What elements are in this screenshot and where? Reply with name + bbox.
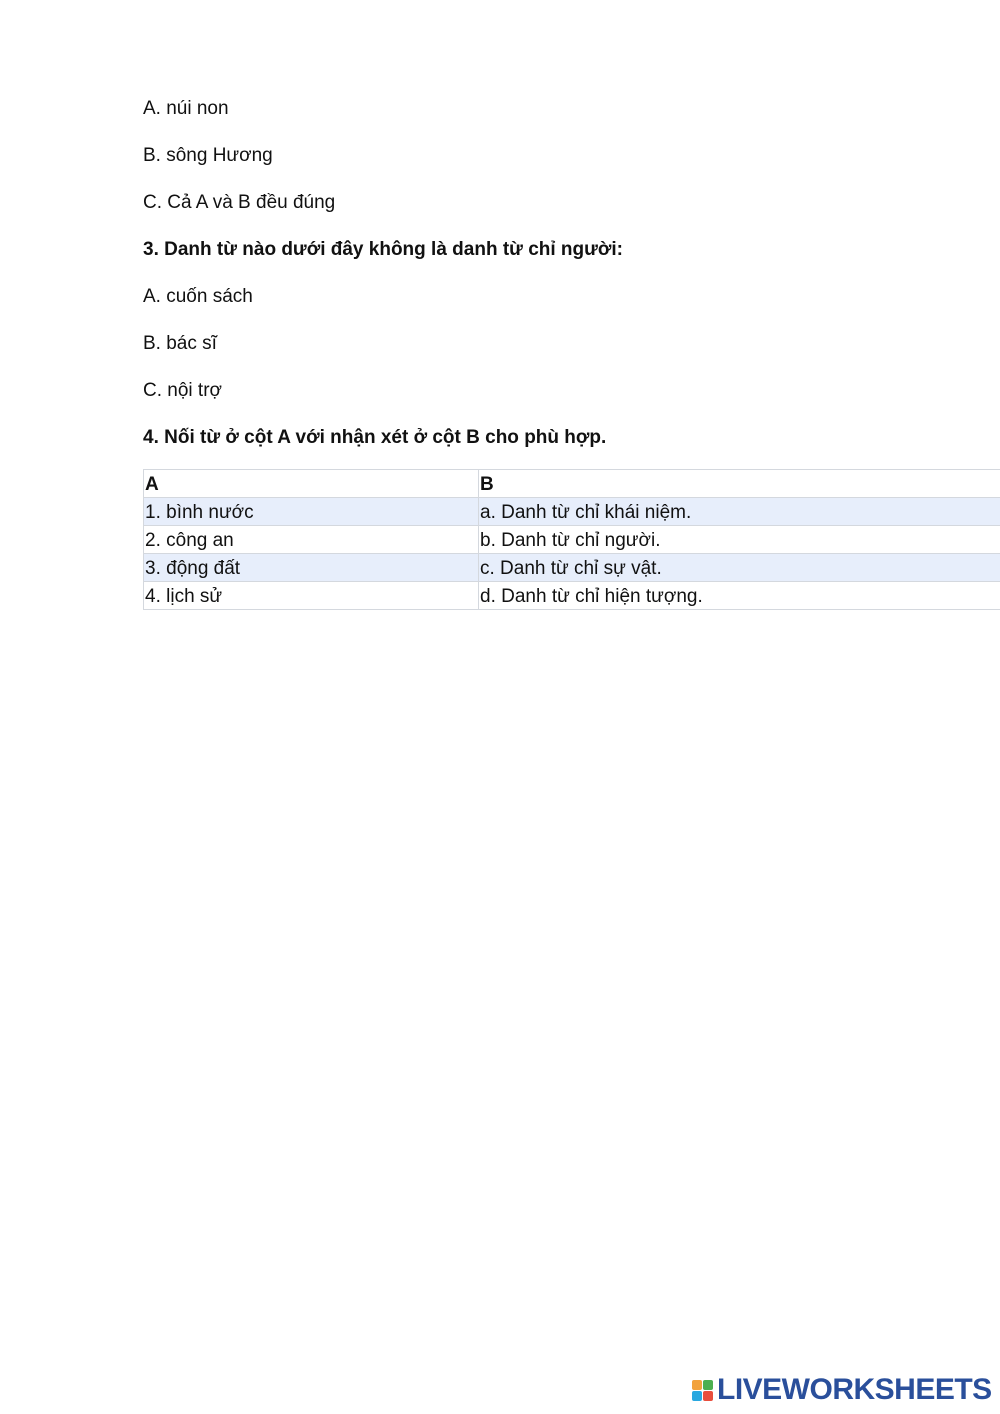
table-cell-a: 1. bình nước [144,498,479,525]
option-b-bac-si: B. bác sĩ [143,333,217,354]
logo-mark-square [692,1391,702,1401]
table-cell-a: 2. công an [144,526,479,553]
table-row [144,498,1000,526]
table-cell-a: 4. lịch sử [144,582,479,609]
question-3-heading: 3. Danh từ nào dưới đây không là danh từ chỉ người: [143,239,624,260]
table-row [144,582,1000,610]
table-row [144,554,1000,582]
table-cell-b: c. Danh từ chỉ sự vật. [480,558,662,579]
option-b-song-huong: B. sông Hương [143,145,273,166]
option-a-nui-non: A. núi non [143,98,229,119]
table-cell-b: d. Danh từ chỉ hiện tượng. [480,586,703,607]
logo-mark-square [703,1380,713,1390]
matching-table [143,469,1000,610]
question-4-heading: 4. Nối từ ở cột A với nhận xét ở cột B cho phù hợp. [143,427,607,448]
table-cell-a: 3. động đất [144,554,479,581]
option-c-noi-tro: C. nội trợ [143,380,222,401]
table-cell-b: b. Danh từ chỉ người. [480,530,661,551]
table-row [144,526,1000,554]
liveworksheets-logo [692,1373,992,1406]
logo-mark-square [703,1391,713,1401]
option-c-ca-a-va-b: C. Cả A và B đều đúng [143,192,336,213]
column-b-header: B [480,474,494,495]
option-a-cuon-sach: A. cuốn sách [143,286,253,307]
table-header-row [144,470,1000,498]
table-cell-b: a. Danh từ chỉ khái niệm. [480,502,692,523]
logo-mark-square [692,1380,702,1390]
column-a-header: A [144,470,479,497]
logo-mark-icon [692,1380,713,1401]
logo-text: LIVEWORKSHEETS [717,1373,992,1406]
